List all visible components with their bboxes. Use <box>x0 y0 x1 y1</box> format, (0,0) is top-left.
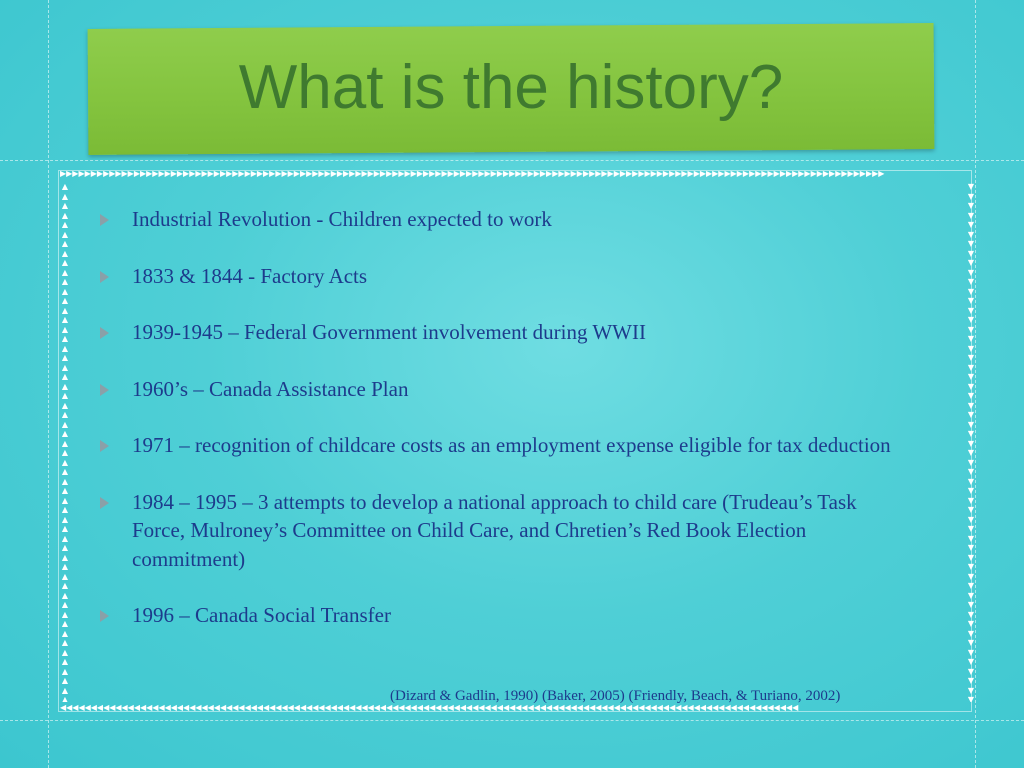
list-item <box>100 205 900 234</box>
guide-line <box>0 160 1024 161</box>
list-item <box>100 431 900 460</box>
bullet-text: 1971 – recognition of childcare costs as an employment expense eligible for tax deduction <box>132 433 891 457</box>
triangle-bullet-icon <box>100 327 109 339</box>
bullet-text: 1996 – Canada Social Transfer <box>132 603 391 627</box>
bullet-text: 1833 & 1844 - Factory Acts <box>132 263 368 288</box>
list-item <box>100 375 900 404</box>
bullet-text: 1939-1945 – Federal Government involvement during WWII <box>132 320 646 344</box>
citation: (Dizard & Gadlin, 1990) (Baker, 2005) (Friendly, Beach, & Turiano, 2002) <box>390 688 841 704</box>
guide-line <box>48 0 49 768</box>
arrow-border-bottom: ◀◀◀◀◀◀◀◀◀◀◀◀◀◀◀◀◀◀◀◀◀◀◀◀◀◀◀◀◀◀◀◀◀◀◀◀◀◀◀◀◀◀◀◀◀◀◀◀◀◀◀◀◀◀◀◀◀◀◀◀◀◀◀◀◀◀◀◀◀◀◀◀◀◀◀◀◀◀◀◀◀◀◀◀◀◀◀◀◀◀◀◀◀◀◀◀◀◀◀◀◀◀◀◀◀◀◀◀◀◀◀◀◀◀◀◀◀◀◀◀ <box>60 704 799 712</box>
triangle-bullet-icon <box>100 497 109 509</box>
arrow-border-left: ▲▲▲▲▲▲▲▲▲▲▲▲▲▲▲▲▲▲▲▲▲▲▲▲▲▲▲▲▲▲▲▲▲▲▲▲▲▲▲▲▲▲▲▲▲▲▲▲▲▲▲▲▲▲▲ <box>61 182 69 702</box>
triangle-bullet-icon <box>100 384 109 396</box>
list-item <box>100 601 900 630</box>
bullet-text: 1984 – 1995 – 3 attempts to develop a national approach to child care (Trudeau’s Task Force, Mulroney’s Committee on Child Care, and Chretien’s Red Book Election commitment) <box>132 489 857 571</box>
list-item <box>100 318 900 347</box>
triangle-bullet-icon <box>100 440 109 452</box>
bullet-list <box>100 205 900 658</box>
bullet-text: 1960’s – Canada Assistance Plan <box>132 376 409 401</box>
triangle-bullet-icon <box>100 214 109 226</box>
slide-title: What is the history? <box>238 53 784 122</box>
triangle-bullet-icon <box>100 610 109 622</box>
arrow-border-right: ▼▼▼▼▼▼▼▼▼▼▼▼▼▼▼▼▼▼▼▼▼▼▼▼▼▼▼▼▼▼▼▼▼▼▼▼▼▼▼▼▼▼▼▼▼▼▼▼▼▼▼▼▼▼▼ <box>967 182 975 702</box>
bullet-text: Industrial Revolution - Children expected to work <box>132 207 552 231</box>
triangle-bullet-icon <box>100 271 109 283</box>
list-item <box>100 488 900 574</box>
list-item <box>100 262 900 291</box>
arrow-border-top: ▶▶▶▶▶▶▶▶▶▶▶▶▶▶▶▶▶▶▶▶▶▶▶▶▶▶▶▶▶▶▶▶▶▶▶▶▶▶▶▶▶▶▶▶▶▶▶▶▶▶▶▶▶▶▶▶▶▶▶▶▶▶▶▶▶▶▶▶▶▶▶▶▶▶▶▶▶▶▶▶▶▶▶▶▶▶▶▶▶▶▶▶▶▶▶▶▶▶▶▶▶▶▶▶▶▶▶▶▶▶▶▶▶▶▶▶▶▶▶▶▶▶▶▶▶▶▶▶▶▶▶▶▶▶ <box>60 170 885 178</box>
guide-line <box>0 720 1024 721</box>
